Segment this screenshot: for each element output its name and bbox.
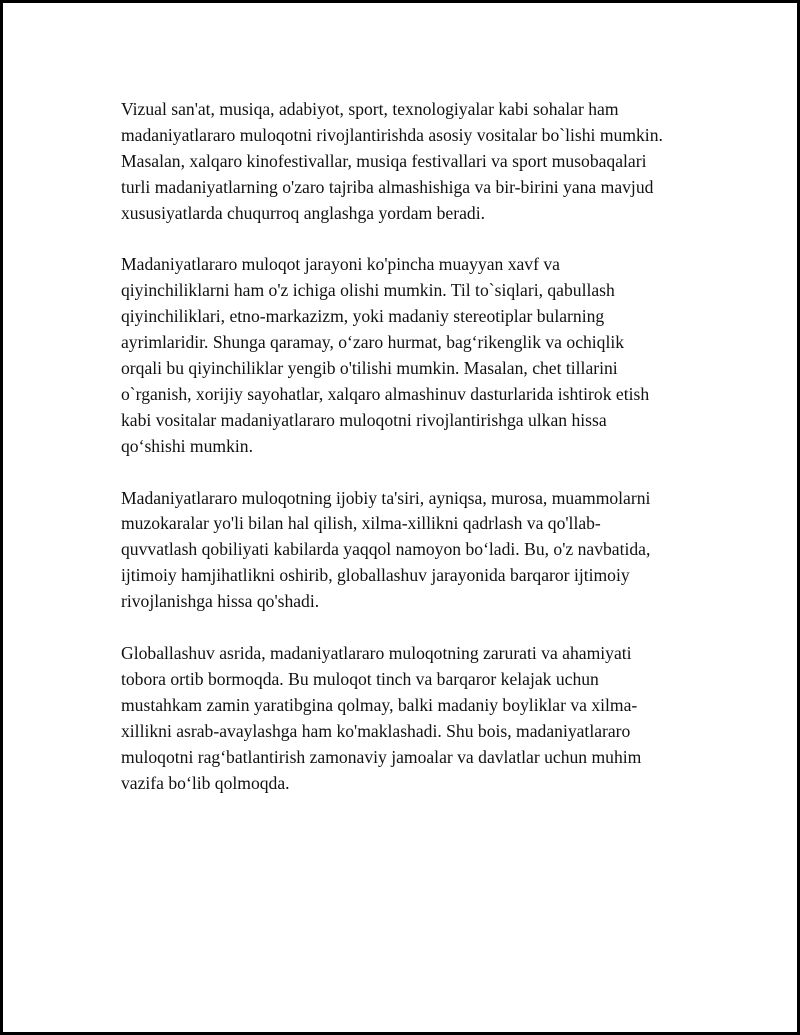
text-line: ayrimlaridir. Shunga qaramay, o‘zaro hurmat, bag‘rikenglik va ochiqlik [121, 332, 625, 353]
text-line: xillikni asrab-avaylashga ham ko'maklashadi. Shu bois, madaniyatlararo [121, 720, 631, 741]
text-line: quvvatlash qobiliyati kabilarda yaqqol namoyon bo‘ladi. Bu, o'z navbatida, [121, 539, 651, 560]
text-line: kabi vositalar madaniyatlararo muloqotni rivojlantirishga ulkan hissa [121, 409, 607, 430]
text-line: ijtimoiy hamjihatlikni oshirib, globallashuv jarayonida barqaror ijtimoiy [121, 565, 630, 586]
text-line: Vizual san'at, musiqa, adabiyot, sport, texnologiyalar kabi sohalar ham [121, 99, 619, 119]
text-line: tobora ortib bormoqda. Bu muloqot tinch va barqaror kelajak uchun [121, 668, 599, 689]
text-line: o`rganish, xorijiy sayohatlar, xalqaro almashinuv dasturlarida ishtirok etish [121, 383, 650, 404]
document-body [121, 97, 687, 822]
text-line: turli madaniyatlarning o'zaro tajriba almashishiga va bir-birini yana mavjud [121, 176, 654, 197]
paragraph-2 [121, 252, 687, 459]
paragraph-1 [121, 97, 687, 227]
text-line: orqali bu qiyinchiliklar yengib o'tilishi mumkin. Masalan, chet tillarini [121, 358, 618, 379]
text-line: madaniyatlararo muloqotni rivojlantirishda asosiy vositalar bo`lishi mumkin. [121, 124, 663, 145]
text-line: muloqotni rag‘batlantirish zamonaviy jamoalar va davlatlar uchun muhim [121, 746, 642, 767]
text-line: Madaniyatlararo muloqot jarayoni ko'pincha muayyan xavf va [121, 254, 560, 275]
paragraph-3 [121, 486, 687, 616]
text-line: Globallashuv asrida, madaniyatlararo muloqotning zarurati va ahamiyati [121, 642, 632, 663]
text-line: xususiyatlarda chuqurroq anglashga yordam beradi. [121, 202, 485, 223]
text-line: Madaniyatlararo muloqotning ijobiy ta'siri, ayniqsa, murosa, muammolarni [121, 487, 651, 508]
text-line: qiyinchiliklari, etno-markazizm, yoki madaniy stereotiplar bularning [121, 306, 605, 327]
text-line: Masalan, xalqaro kinofestivallar, musiqa festivallari va sport musobaqalari [121, 150, 647, 171]
text-line: qo‘shishi mumkin. [121, 435, 253, 456]
text-line: rivojlanishga hissa qo'shadi. [121, 591, 320, 612]
text-line: mustahkam zamin yaratibgina qolmay, balki madaniy boyliklar va xilma- [121, 694, 638, 715]
text-line: qiyinchiliklarni ham o'z ichiga olishi mumkin. Til to`siqlari, qabullash [121, 280, 615, 301]
paragraph-4 [121, 641, 687, 796]
text-line: vazifa bo‘lib qolmoqda. [121, 772, 290, 793]
text-line: muzokaralar yo'li bilan hal qilish, xilma-xillikni qadrlash va qo'llab- [121, 513, 601, 534]
